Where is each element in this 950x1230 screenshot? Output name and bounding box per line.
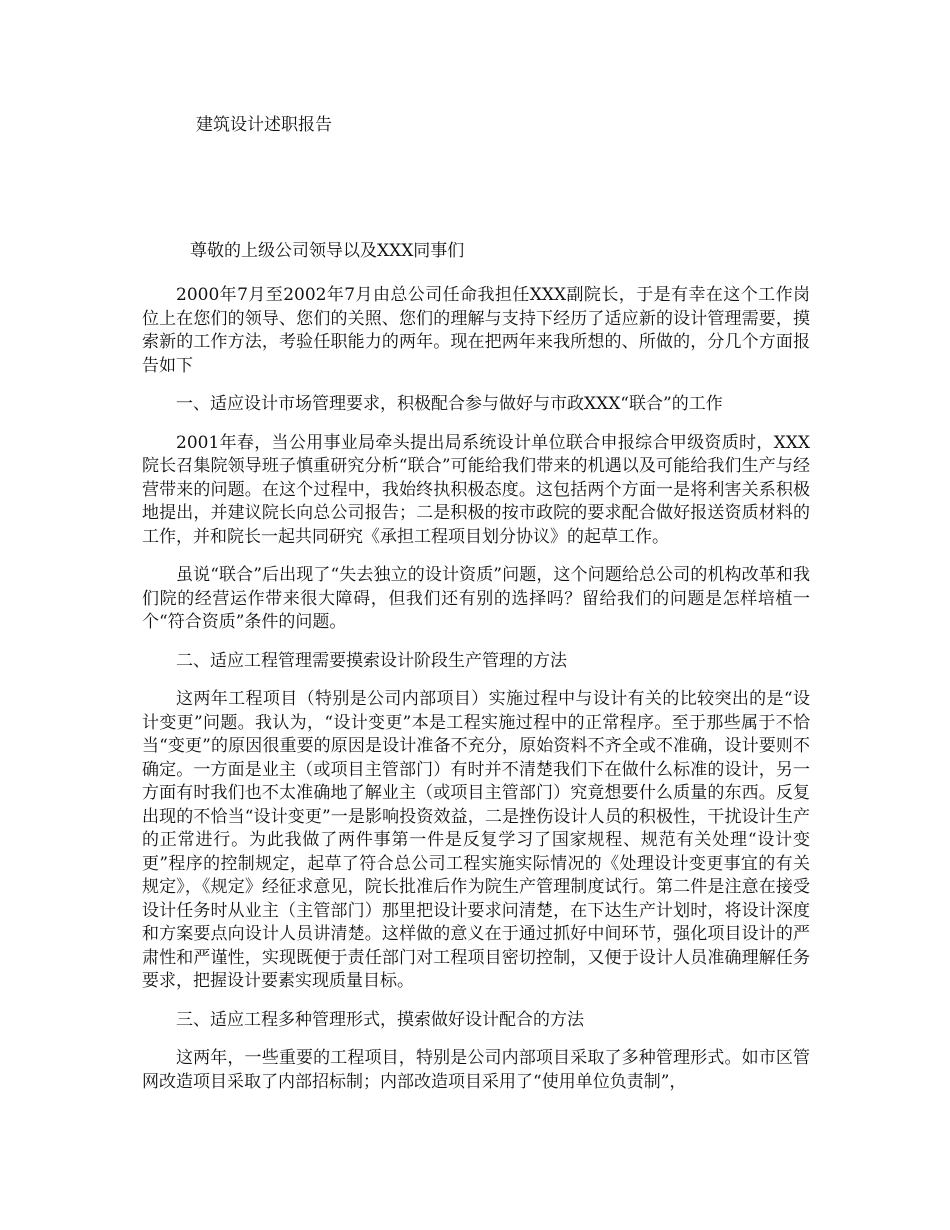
section-heading-1: 一、适应设计市场管理要求，积极配合参与做好与市政XXX“联合”的工作 [176, 394, 723, 414]
document-body [142, 284, 810, 1109]
paragraph-section-1a: 2001年春，当公用事业局牵头提出局系统设计单位联合申报综合甲级资质时，XXX院长召集院领导班子慎重研究分析“联合”可能给我们带来的机遇以及可能给我们生产与经营带来的问题。在这个过程中，我始终执积极态度。这包括两个方面一是将利害关系积极地提出，并建议院长向总公司报告；二是积极的按市政院的要求配合做好报送资质材料的工作，并和院长一起共同研究《承担工程项目划分协议》的起草工作。 [142, 432, 810, 547]
paragraph-section-1b: 虽说“联合”后出现了“失去独立的设计资质”问题，这个问题给总公司的机构改革和我们院的经营运作带来很大障碍，但我们还有别的选择吗？留给我们的问题是怎样培植一个“符合资质”条件的问题。 [142, 565, 810, 632]
section-heading-2: 二、适应工程管理需要摸索设计阶段生产管理的方法 [176, 650, 567, 671]
document-title: 建筑设计述职报告 [196, 115, 332, 135]
salutation: 尊敬的上级公司领导以及XXX同事们 [190, 241, 465, 261]
section-heading-3: 三、适应工程多种管理形式，摸索做好设计配合的方法 [176, 1009, 584, 1030]
paragraph-section-3: 这两年，一些重要的工程项目，特别是公司内部项目采取了多种管理形式。如市区管网改造项目采取了内部招标制；内部改造项目采用了“使用单位负责制”， [142, 1048, 810, 1092]
paragraph-intro: 2000年7月至2002年7月由总公司任命我担任XXX副院长，于是有幸在这个工作岗位上在您们的领导、您们的关照、您们的理解与支持下经历了适应新的设计管理需要，摸索新的工作方法，考验任职能力的两年。现在把两年来我所想的、所做的，分几个方面报告如下 [142, 285, 810, 376]
paragraph-section-2: 这两年工程项目（特别是公司内部项目）实施过程中与设计有关的比较突出的是“设计变更”问题。我认为，“设计变更”本是工程实施过程中的正常程序。至于那些属于不恰当“变更”的原因很重要的原因是设计准备不充分，原始资料不齐全或不准确，设计要则不确定。一方面是业主（或项目主管部门）有时并不清楚我们下在做什么标准的设计，另一方面有时我们也不太准确地了解业主（或项目主管部门）究竟想要什么质量的东西。反复出现的不恰当“设计变更”一是影响投资效益，二是挫伤设计人员的积极性，干扰设计生产的正常进行。为此我做了两件事第一件是反复学习了国家规程、规范有关处理“设计变更”程序的控制规定，起草了符合总公司工程实施实际情况的《处理设计变更事宜的有关规定》，《规定》经征求意见，院长批准后作为院生产管理制度试行。第二件是注意在接受设计任务时从业主（主管部门）那里把设计要求问清楚，在下达生产计划时，将设计深度和方案要点向设计人员讲清楚。这样做的意义在于通过抓好中间环节，强化项目设计的严肃性和严谨性，实现既便于责任部门对工程项目密切控制，又便于设计人员准确理解任务要求，把握设计要素实现质量目标。 [142, 689, 810, 991]
